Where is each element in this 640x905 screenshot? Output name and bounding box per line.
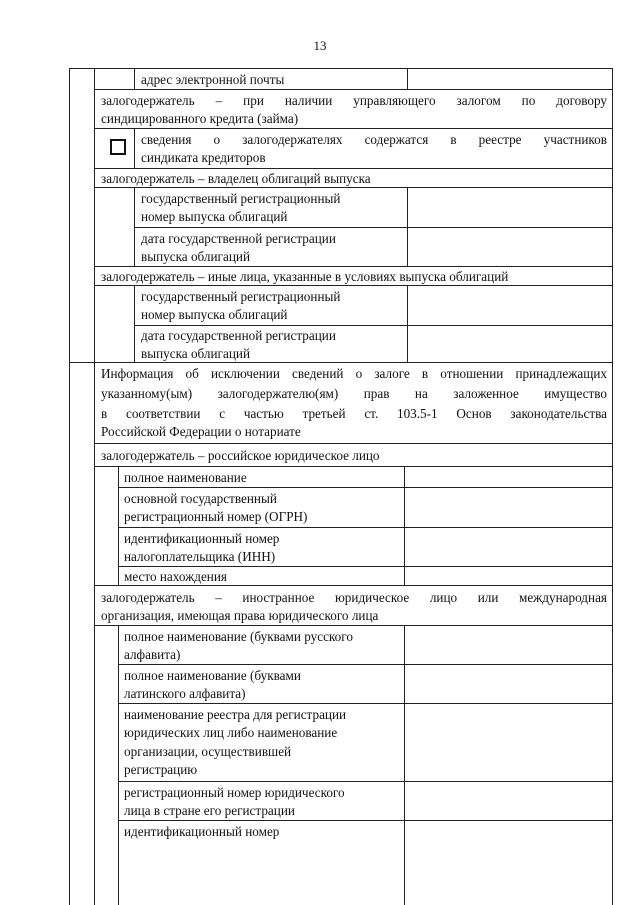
full-name-ru-line-2: алфавита) bbox=[124, 647, 181, 662]
other-reg-number-line-1: государственный регистрационный bbox=[141, 289, 341, 304]
id-number-value-cell[interactable] bbox=[405, 821, 612, 861]
full-name-ru-line-1: полное наименование (буквами русского bbox=[124, 629, 353, 644]
inn-line-2: налогоплательщика (ИНН) bbox=[124, 549, 276, 564]
foreign-entity-line-1: залогодержатель – иностранное юридическое лицо или международная bbox=[101, 590, 607, 605]
full-name-lat-line-2: латинского алфавита) bbox=[124, 686, 246, 701]
registry-name-line-3: организации, осуществившей bbox=[124, 744, 292, 759]
other-reg-date-line-1: дата государственной регистрации bbox=[141, 328, 336, 343]
full-name-value-cell[interactable] bbox=[405, 467, 612, 487]
reg-number-line-1: регистрационный номер юридического bbox=[124, 785, 345, 800]
other-reg-date-value-cell[interactable] bbox=[408, 326, 612, 362]
registry-name-line-2: юридических лиц либо наименование bbox=[124, 725, 338, 740]
exclusion-info-line-2: указанному(ым) залогодержателю(ям) прав на заложенное имущество bbox=[101, 386, 607, 401]
ogrn-value-cell[interactable] bbox=[405, 488, 612, 527]
bond-reg-number-line-1: государственный регистрационный bbox=[141, 191, 341, 206]
bond-reg-date-line-2: выпуска облигаций bbox=[141, 249, 250, 264]
page-number: 13 bbox=[313, 38, 327, 53]
reg-number-line-2: лица в стране его регистрации bbox=[124, 803, 295, 818]
email-address-label: адрес электронной почты bbox=[141, 72, 285, 87]
exclusion-info-line-4: Российской Федерации о нотариате bbox=[101, 424, 301, 439]
other-persons-heading: залогодержатель – иные лица, указанные в условиях выпуска облигаций bbox=[101, 269, 509, 284]
email-value-cell[interactable] bbox=[408, 69, 612, 89]
other-reg-number-line-2: номер выпуска облигаций bbox=[141, 307, 288, 322]
bond-reg-number-line-2: номер выпуска облигаций bbox=[141, 209, 288, 224]
registry-name-line-1: наименование реестра для регистрации bbox=[124, 707, 347, 722]
bond-owner-heading: залогодержатель – владелец облигаций выпуска bbox=[101, 171, 371, 186]
location-label: место нахождения bbox=[124, 569, 227, 584]
registry-name-value-cell[interactable] bbox=[405, 704, 612, 781]
other-reg-number-value-cell[interactable] bbox=[408, 286, 612, 325]
full-name-lat-line-1: полное наименование (буквами bbox=[124, 668, 301, 683]
ogrn-line-1: основной государственный bbox=[124, 491, 277, 506]
syndicate-registry-line-1: сведения о залогодержателях содержатся в реестре участников bbox=[141, 132, 607, 147]
location-value-cell[interactable] bbox=[405, 567, 612, 585]
ogrn-line-2: регистрационный номер (ОГРН) bbox=[124, 509, 308, 524]
reg-number-value-cell[interactable] bbox=[405, 782, 612, 820]
russian-entity-heading: залогодержатель – российское юридическое лицо bbox=[101, 448, 380, 463]
bond-reg-number-value-cell[interactable] bbox=[408, 188, 612, 227]
bond-reg-date-value-cell[interactable] bbox=[408, 228, 612, 266]
inn-value-cell[interactable] bbox=[405, 528, 612, 566]
other-reg-date-line-2: выпуска облигаций bbox=[141, 346, 250, 361]
full-name-label: полное наименование bbox=[124, 470, 247, 485]
full-name-ru-value-cell[interactable] bbox=[405, 626, 612, 664]
syndicated-pledgee-line-2: синдицированного кредита (займа) bbox=[101, 111, 299, 126]
registry-name-line-4: регистрацию bbox=[124, 762, 198, 777]
full-name-lat-value-cell[interactable] bbox=[405, 665, 612, 703]
exclusion-info-line-1: Информация об исключении сведений о залоге в отношении принадлежащих bbox=[101, 366, 607, 381]
inn-line-1: идентификационный номер bbox=[124, 531, 280, 546]
registry-checkbox[interactable] bbox=[110, 139, 126, 155]
syndicated-pledgee-line-1: залогодержатель – при наличии управляющего залогом по договору bbox=[101, 93, 607, 108]
syndicate-registry-line-2: синдиката кредиторов bbox=[141, 150, 266, 165]
id-number-label: идентификационный номер bbox=[124, 824, 280, 839]
bond-reg-date-line-1: дата государственной регистрации bbox=[141, 231, 336, 246]
foreign-entity-line-2: организация, имеющая права юридического лица bbox=[101, 608, 379, 623]
exclusion-info-line-3: в соответствии с частью третьей ст. 103.5-1 Основ законодательства bbox=[101, 406, 607, 421]
